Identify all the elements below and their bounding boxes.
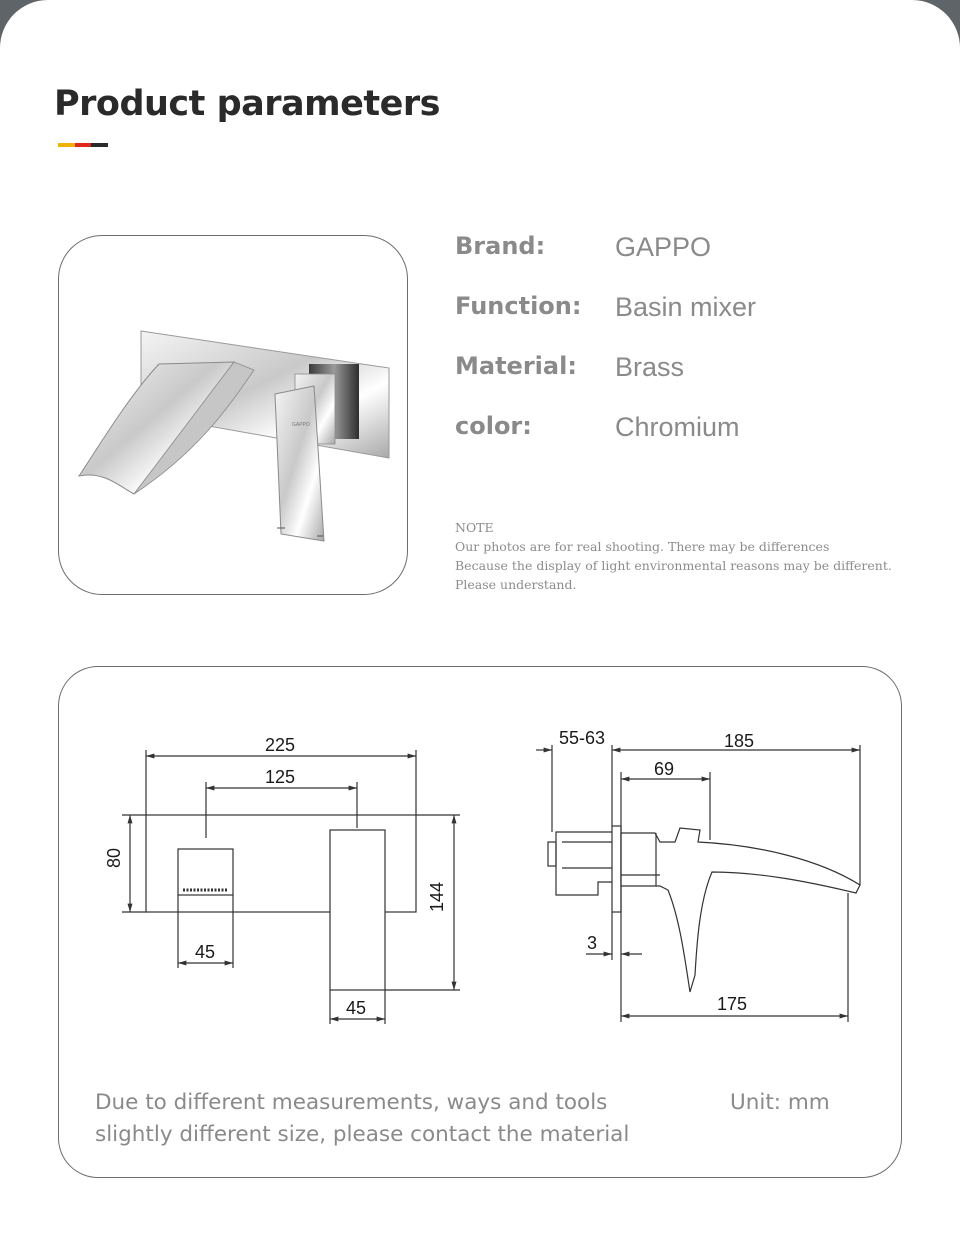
disclaimer-line: Due to different measurements, ways and tools [95, 1090, 608, 1115]
dim-label: 45 [345, 998, 367, 1018]
disclaimer-text [95, 1087, 629, 1151]
dim-label: 3 [586, 933, 598, 953]
note-heading: NOTE [455, 520, 494, 535]
param-label: Brand: [455, 232, 546, 260]
param-label: color: [455, 412, 532, 440]
side-spout [621, 828, 860, 992]
param-value: GAPPO [615, 232, 712, 262]
note-line: Because the display of light environmental reasons may be different. [455, 558, 892, 573]
param-value: Brass [615, 352, 685, 382]
param-value: Chromium [615, 412, 740, 442]
dim-label: 175 [716, 994, 748, 1014]
dim-label: 80 [104, 847, 124, 869]
front-outlet [178, 849, 233, 895]
dim-label: 144 [427, 881, 447, 913]
note-line: Please understand. [455, 577, 577, 592]
param-value: Basin mixer [615, 292, 757, 322]
disclaimer-line: slightly different size, please contact the material [95, 1122, 630, 1147]
dim-label: 55-63 [558, 728, 606, 748]
note-line: Our photos are for real shooting. There may be differences [455, 539, 830, 554]
side-plate [612, 826, 621, 912]
front-handle [330, 830, 385, 990]
dim-label: 125 [264, 767, 296, 787]
brand-mark: GAPPO [292, 422, 310, 428]
param-label: Function: [455, 292, 582, 320]
page-title: Product parameters [54, 84, 440, 124]
param-label: Material: [455, 352, 577, 380]
dim-label: 69 [653, 759, 675, 779]
dim-label: 185 [723, 731, 755, 751]
dim-label: 45 [194, 942, 216, 962]
dim-label: 225 [264, 735, 296, 755]
unit-label: Unit: mm [730, 1090, 830, 1115]
